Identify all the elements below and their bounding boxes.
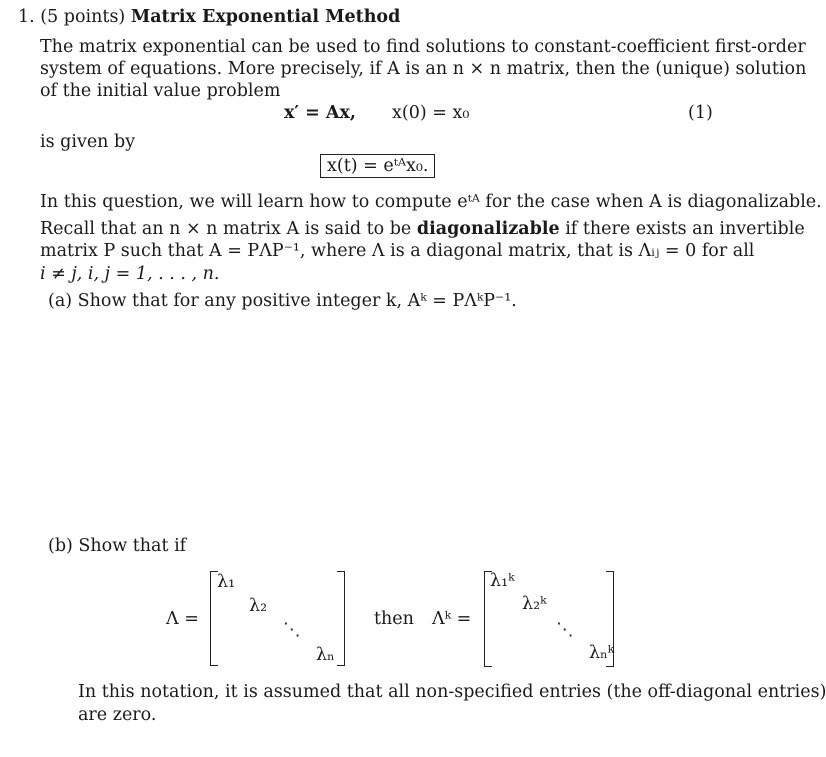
ivp-initial-condition: x(0) = x₀	[392, 103, 470, 123]
part-a: (a) Show that for any positive integer k, Aᵏ = PΛᵏP⁻¹.	[48, 291, 517, 311]
question-number: 1.	[18, 7, 35, 27]
matrix1-dots: ⋱	[283, 620, 301, 640]
term-diagonalizable: diagonalizable	[416, 219, 560, 239]
matrix1-entry-2: λ₂	[249, 596, 268, 616]
matrix1-entry-n: λₙ	[316, 645, 335, 665]
note-line-2: are zero.	[78, 705, 157, 725]
question-heading	[18, 7, 400, 27]
diag-line-2: Recall that an n × n matrix A is said to be diagonalizable if there exists an invertible	[40, 219, 805, 239]
matrix1-right-bracket	[337, 571, 345, 666]
matrix2-entry-1: λ₁ᵏ	[490, 571, 515, 591]
given-by-text: is given by	[40, 132, 136, 152]
note-line-1: In this notation, it is assumed that all non-specified entries (the off-diagonal entries)	[78, 682, 826, 702]
intro-line-3: of the initial value problem	[40, 81, 281, 101]
intro-line-1: The matrix exponential can be used to find solutions to constant-coefficient first-order	[40, 37, 806, 57]
matrix1-entry-1: λ₁	[217, 572, 236, 592]
diag-line-4: i ≠ j, i, j = 1, . . . , n.	[40, 264, 220, 284]
matrix2-entry-n: λₙᵏ	[589, 643, 615, 663]
intro-line-2: system of equations. More precisely, if A is an n × n matrix, then the (unique) solution	[40, 59, 807, 79]
ivp-equation: x′ = Ax,	[284, 103, 356, 123]
lambda-k-equals: Λᵏ =	[432, 609, 472, 629]
diag-line-1: In this question, we will learn how to compute eᵗᴬ for the case when A is diagonalizable.	[40, 192, 822, 212]
question-title: Matrix Exponential Method	[130, 7, 401, 27]
matrix2-entry-2: λ₂ᵏ	[522, 594, 547, 614]
part-b-label: (b) Show that if	[48, 536, 187, 556]
question-points: (5 points)	[40, 7, 126, 27]
equation-tag: (1)	[688, 103, 713, 123]
diag-line-3: matrix P such that A = PΛP⁻¹, where Λ is a diagonal matrix, that is Λᵢⱼ = 0 for all	[40, 241, 755, 261]
then-text: then	[374, 609, 414, 629]
matrix2-dots: ⋱	[556, 620, 574, 640]
solution-box: x(t) = eᵗᴬx₀.	[320, 154, 435, 178]
lambda-equals: Λ =	[166, 609, 199, 629]
